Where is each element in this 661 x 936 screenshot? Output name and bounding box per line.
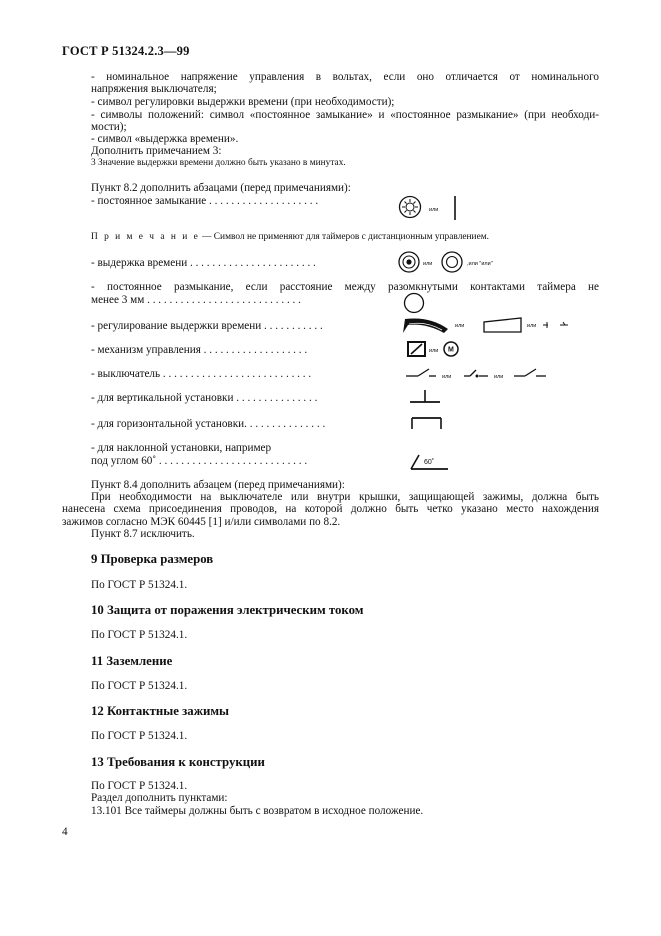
symbol-vertical-mount bbox=[408, 386, 448, 408]
item-delay-adjust: - регулирование выдержки времени . . . . . . . . . . . bbox=[91, 320, 323, 332]
or-label: или bbox=[494, 374, 504, 380]
section-12-body: По ГОСТ Р 51324.1. bbox=[91, 730, 188, 742]
p84-line-2: При необходимости на выключателе или внутри крышки, защищающей зажимы, должна быть bbox=[91, 491, 599, 503]
or-dash-label: или bbox=[527, 323, 537, 329]
symbol-switch bbox=[404, 362, 554, 386]
section-13-heading: 13 Требования к конструкции bbox=[91, 755, 265, 769]
item-control-mechanism: - механизм управления . . . . . . . . . . . . . . . . . . . bbox=[91, 344, 308, 356]
intro-line-2: - символ регулировки выдержки времени (при необходимости); bbox=[91, 96, 395, 108]
or-label: или bbox=[455, 323, 465, 329]
item-switch: - выключатель . . . . . . . . . . . . . . . . . . . . . . . . . . . bbox=[91, 368, 312, 380]
item-inclined-mount-a: - для наклонной установки, например bbox=[91, 442, 272, 454]
section-11-heading: 11 Заземление bbox=[91, 654, 173, 668]
or-label: или bbox=[442, 374, 452, 380]
intro-line-1a: - номинальное напряжение управления в вольтах, если оно отличается от номинального bbox=[91, 71, 599, 83]
symbol-delay-adjust bbox=[400, 313, 580, 339]
note-3: 3 Значение выдержки времени должно быть указано в минутах. bbox=[91, 158, 346, 168]
item-vertical-mount: - для вертикальной установки . . . . . . . . . . . . . . . bbox=[91, 392, 318, 404]
section-9-body: По ГОСТ Р 51324.1. bbox=[91, 579, 188, 591]
or-label: или bbox=[429, 207, 439, 213]
item-time-delay: - выдержка времени . . . . . . . . . . . . . . . . . . . . . . . bbox=[91, 257, 316, 269]
item-horizontal-mount: - для горизонтальной установки. . . . . . . . . . . . . . . bbox=[91, 418, 326, 430]
symbol-control-mechanism bbox=[405, 337, 505, 363]
section-9-heading: 9 Проверка размеров bbox=[91, 552, 214, 566]
p82-intro: Пункт 8.2 дополнить абзацами (перед примечаниями): bbox=[91, 182, 351, 194]
final-line-2: 13.101 Все таймеры должны быть с возвратом в исходное положение. bbox=[91, 805, 424, 817]
symbol-time-delay bbox=[396, 250, 508, 276]
motor-m-label: M bbox=[448, 346, 454, 354]
final-line-1: Раздел дополнить пунктами: bbox=[91, 792, 228, 804]
intro-line-3a: - символы положений: символ «постоянное замыкание» и «постоянное размыкание» (при необходи- bbox=[91, 109, 599, 121]
intro-line-1b: напряжения выключателя; bbox=[91, 83, 217, 95]
p84-line-4: зажимов согласно МЭК 60445 [1] и/или символами по 8.2. bbox=[62, 516, 341, 528]
page-number: 4 bbox=[62, 826, 68, 838]
p84-line-1: Пункт 8.4 дополнить абзацем (перед примечаниями): bbox=[91, 479, 345, 491]
or-label: или bbox=[423, 261, 433, 267]
section-10-body: По ГОСТ Р 51324.1. bbox=[91, 629, 188, 641]
intro-line-5: Дополнить примечанием 3: bbox=[91, 145, 222, 157]
symbol-permanent-closed bbox=[396, 193, 466, 225]
p82-note bbox=[91, 232, 489, 242]
intro-line-4: - символ «выдержка времени». bbox=[91, 133, 239, 145]
note-label: П р и м е ч а н и е bbox=[91, 232, 200, 242]
section-12-heading: 12 Контактные зажимы bbox=[91, 704, 230, 718]
symbol-horizontal-mount bbox=[408, 412, 448, 434]
or-quoted-label: ,или "или" bbox=[467, 261, 493, 267]
section-10-heading: 10 Защита от поражения электрическим током bbox=[91, 603, 364, 617]
intro-line-3b: мости); bbox=[91, 121, 127, 133]
p84-line-5: Пункт 8.7 исключить. bbox=[91, 528, 195, 540]
section-13-body: По ГОСТ Р 51324.1. bbox=[91, 780, 188, 792]
angle-label: 60˚ bbox=[424, 459, 435, 466]
item-permanent-closed: - постоянное замыкание . . . . . . . . . . . . . . . . . . . . bbox=[91, 195, 319, 207]
item-permanent-open-a: - постоянное размыкание, если расстояние между разомкнутыми контактами таймера не bbox=[91, 281, 599, 293]
or-label: или bbox=[429, 348, 439, 354]
symbol-inclined-mount bbox=[408, 450, 458, 474]
item-inclined-mount-b: под углом 60˚ . . . . . . . . . . . . . . . . . . . . . . . . . . . bbox=[91, 455, 308, 467]
section-11-body: По ГОСТ Р 51324.1. bbox=[91, 680, 188, 692]
page-header: ГОСТ Р 51324.2.3—99 bbox=[62, 44, 190, 58]
item-permanent-open-b: менее 3 мм . . . . . . . . . . . . . . . . . . . . . . . . . . . . bbox=[91, 294, 301, 306]
p84-line-3: нанесена схема присоединения проводов, на которой должно быть четко указано место нахождения bbox=[62, 503, 599, 515]
note-text: — Символ не применяют для таймеров с дистанционным управлением. bbox=[199, 232, 490, 242]
